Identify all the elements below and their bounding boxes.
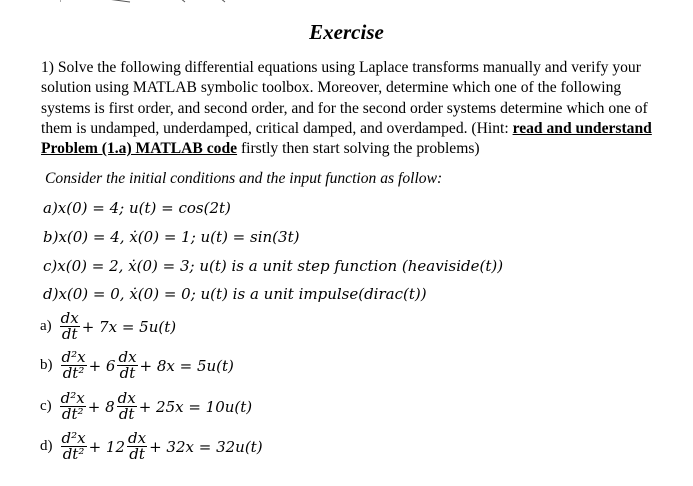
problem-statement <box>41 58 671 159</box>
condition-a: a)x(0) = 4; u(t) = cos(2t) <box>43 199 231 217</box>
equation-a <box>40 311 176 342</box>
equation-d <box>40 431 263 462</box>
condition-d: d)x(0) = 0, ẋ(0) = 0; u(t) is a unit impulse(dirac(t)) <box>43 285 427 303</box>
equation-b <box>40 350 234 381</box>
cropped-top-artifact <box>60 0 250 4</box>
equation-d-first-derivative: $\frac{dx}{dt}$ <box>128 429 147 463</box>
condition-b: b)x(0) = 4, ẋ(0) = 1; u(t) = sin(3t) <box>43 228 300 246</box>
equation-b-first-derivative: $\frac{dx}{dt}$ <box>118 348 137 382</box>
equation-c <box>40 391 252 422</box>
equation-b-coefficient: + 6 <box>88 356 116 375</box>
hint-link-text: read and understand Problem (1.a) MATLAB code <box>41 119 652 158</box>
equation-d-second-derivative: $\frac{\text{d²x}}{\text{dt²}}$ <box>61 429 86 463</box>
equation-b-second-derivative: $\frac{\text{d²x}}{\text{dt²}}$ <box>61 348 86 382</box>
equation-a-first-derivative: $\frac{dx}{dt}$ <box>60 309 79 343</box>
page-title: Exercise <box>309 20 384 44</box>
condition-c: c)x(0) = 2, ẋ(0) = 3; u(t) is a unit step function (heaviside(t)) <box>43 257 504 275</box>
conditions-heading: Consider the initial conditions and the input function as follow: <box>45 170 443 187</box>
equation-b-label: b) <box>40 357 53 373</box>
equation-a-rest: + 7x = 5u(t) <box>81 317 177 336</box>
equation-d-rest: + 32x = 32u(t) <box>149 437 263 456</box>
equation-d-label: d) <box>40 438 53 454</box>
equation-c-label: c) <box>40 398 52 414</box>
intro-text: 1) Solve the following differential equations using Laplace transforms manually and verify your solution using MATLAB symbolic toolbox. Moreover, determine which one of the following systems is first order, and second order, and for the second order systems determine which one of them is undamped, underdamped, critical damped, and overdamped. (Hint: <box>41 59 648 137</box>
equation-d-coefficient: + 12 <box>88 437 126 456</box>
equation-b-rest: + 8x = 5u(t) <box>139 356 234 375</box>
equation-c-first-derivative: $\frac{dx}{dt}$ <box>117 389 136 423</box>
equation-a-label: a) <box>40 318 52 334</box>
equation-c-rest: + 25x = 10u(t) <box>138 397 253 416</box>
equation-c-coefficient: + 8 <box>87 397 115 416</box>
equation-c-second-derivative: $\frac{\text{d²x}}{\text{dt²}}$ <box>60 389 85 423</box>
hint-end-text: firstly then start solving the problems) <box>237 140 480 158</box>
